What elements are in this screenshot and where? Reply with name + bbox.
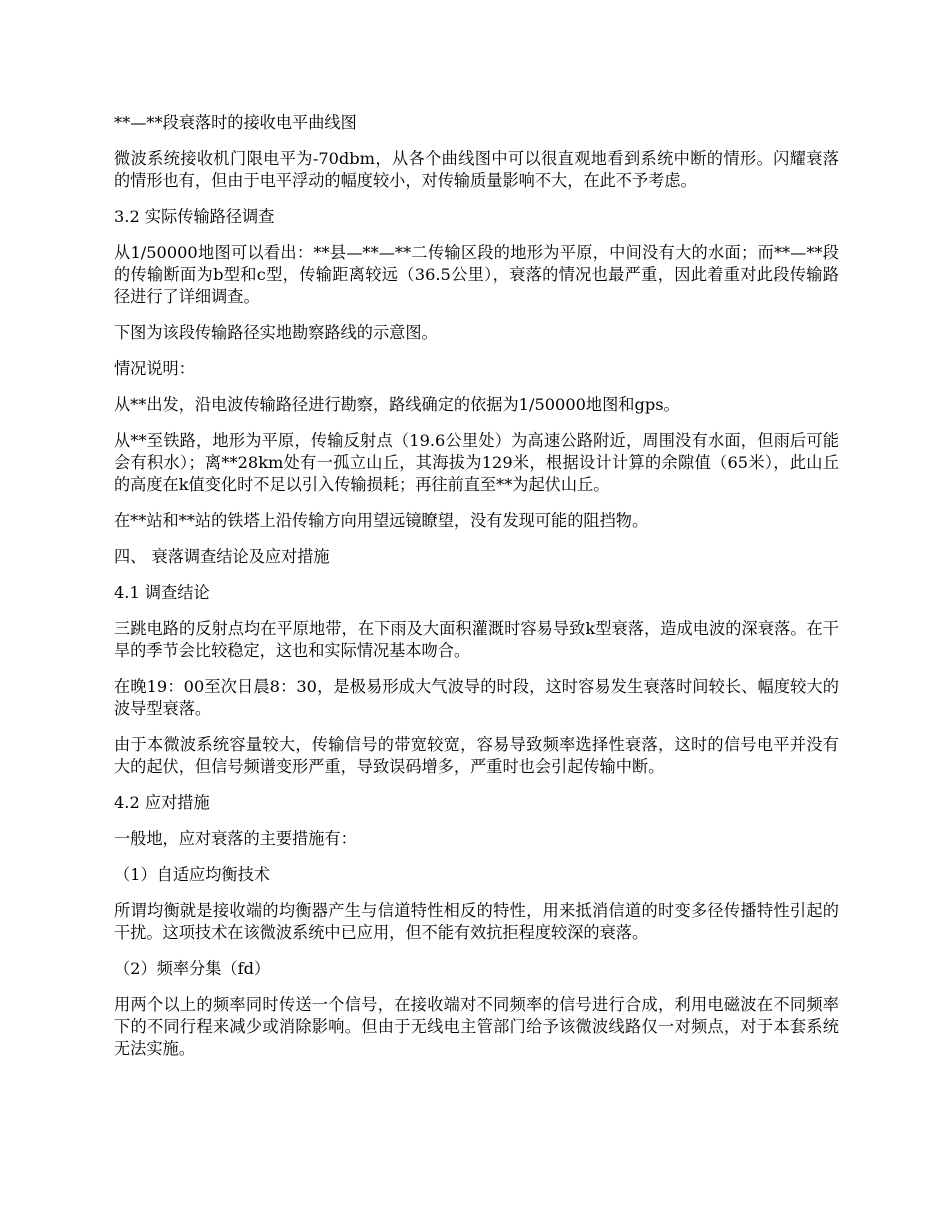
section-heading-4: 四、 衰落调查结论及应对措施 — [114, 547, 330, 566]
paragraph-equalization: 所谓均衡就是接收端的均衡器产生与信道特性相反的特性，用来抵消信道的时变多径传播特性引起的干扰。这项技术在该微波系统中已应用，但不能有效抗拒程度较深的衰落。 — [114, 901, 839, 942]
paragraph-route-figure: 下图为该段传输路径实地勘察路线的示意图。 — [114, 323, 438, 342]
paragraph-tower-observation: 在**站和**站的铁塔上沿传输方向用望远镜瞭望，没有发现可能的阻挡物。 — [114, 511, 649, 530]
figure-caption: **—**段衰落时的接收电平曲线图 — [114, 113, 357, 132]
section-heading-4-2: 4.2 应对措施 — [114, 793, 210, 812]
paragraph-conclusion-1: 三跳电路的反射点均在平原地带，在下雨及大面积灌溉时容易导致k型衰落，造成电波的深衰落。在干旱的季节会比较稳定，这也和实际情况基本吻合。 — [114, 619, 839, 660]
subheading-equalization: （1）自适应均衡技术 — [114, 865, 270, 884]
paragraph-frequency-diversity: 用两个以上的频率同时传送一个信号，在接收端对不同频率的信号进行合成，利用电磁波在不同频率下的不同行程来减少或消除影响。但由于无线电主管部门给予该微波线路仅一对频点，对于本套系统无法实施。 — [114, 995, 839, 1058]
paragraph-map-analysis: 从1/50000地图可以看出：**县—**—**二传输区段的地形为平原，中间没有大的水面；而**—**段的传输断面为b型和c型，传输距离较远（36.5公里），衰落的情况也最严重，因此着重对此段传输路径进行了详细调查。 — [114, 243, 839, 306]
paragraph-threshold: 微波系统接收机门限电平为-70dbm，从各个曲线图中可以很直观地看到系统中断的情形。闪耀衰落的情形也有，但由于电平浮动的幅度较小，对传输质量影响不大，在此不予考虑。 — [114, 149, 839, 190]
paragraph-measures-intro: 一般地，应对衰落的主要措施有： — [114, 829, 357, 848]
paragraph-situation-label: 情况说明： — [114, 359, 195, 378]
paragraph-conclusion-3: 由于本微波系统容量较大，传输信号的带宽较宽，容易导致频率选择性衰落，这时的信号电平并没有大的起伏，但信号频谱变形严重，导致误码增多，严重时也会引起传输中断。 — [114, 735, 839, 776]
subheading-frequency-diversity: （2）频率分集（fd） — [114, 959, 271, 978]
section-heading-3-2: 3.2 实际传输路径调查 — [114, 207, 275, 226]
section-heading-4-1: 4.1 调查结论 — [114, 583, 210, 602]
document-body — [114, 112, 839, 1074]
paragraph-survey-start: 从**出发，沿电波传输路径进行勘察，路线确定的依据为1/50000地图和gps。 — [114, 395, 680, 414]
paragraph-terrain: 从**至铁路，地形为平原，传输反射点（19.6公里处）为高速公路附近，周围没有水面，但雨后可能会有积水）；离**28km处有一孤立山丘，其海拔为129米，根据设计计算的余隙值（65米），此山丘的高度在k值变化时不足以引入传输损耗；再往前直至**为起伏山丘。 — [114, 431, 839, 494]
paragraph-conclusion-2: 在晚19：00至次日晨8：30，是极易形成大气波导的时段，这时容易发生衰落时间较长、幅度较大的波导型衰落。 — [114, 677, 839, 718]
